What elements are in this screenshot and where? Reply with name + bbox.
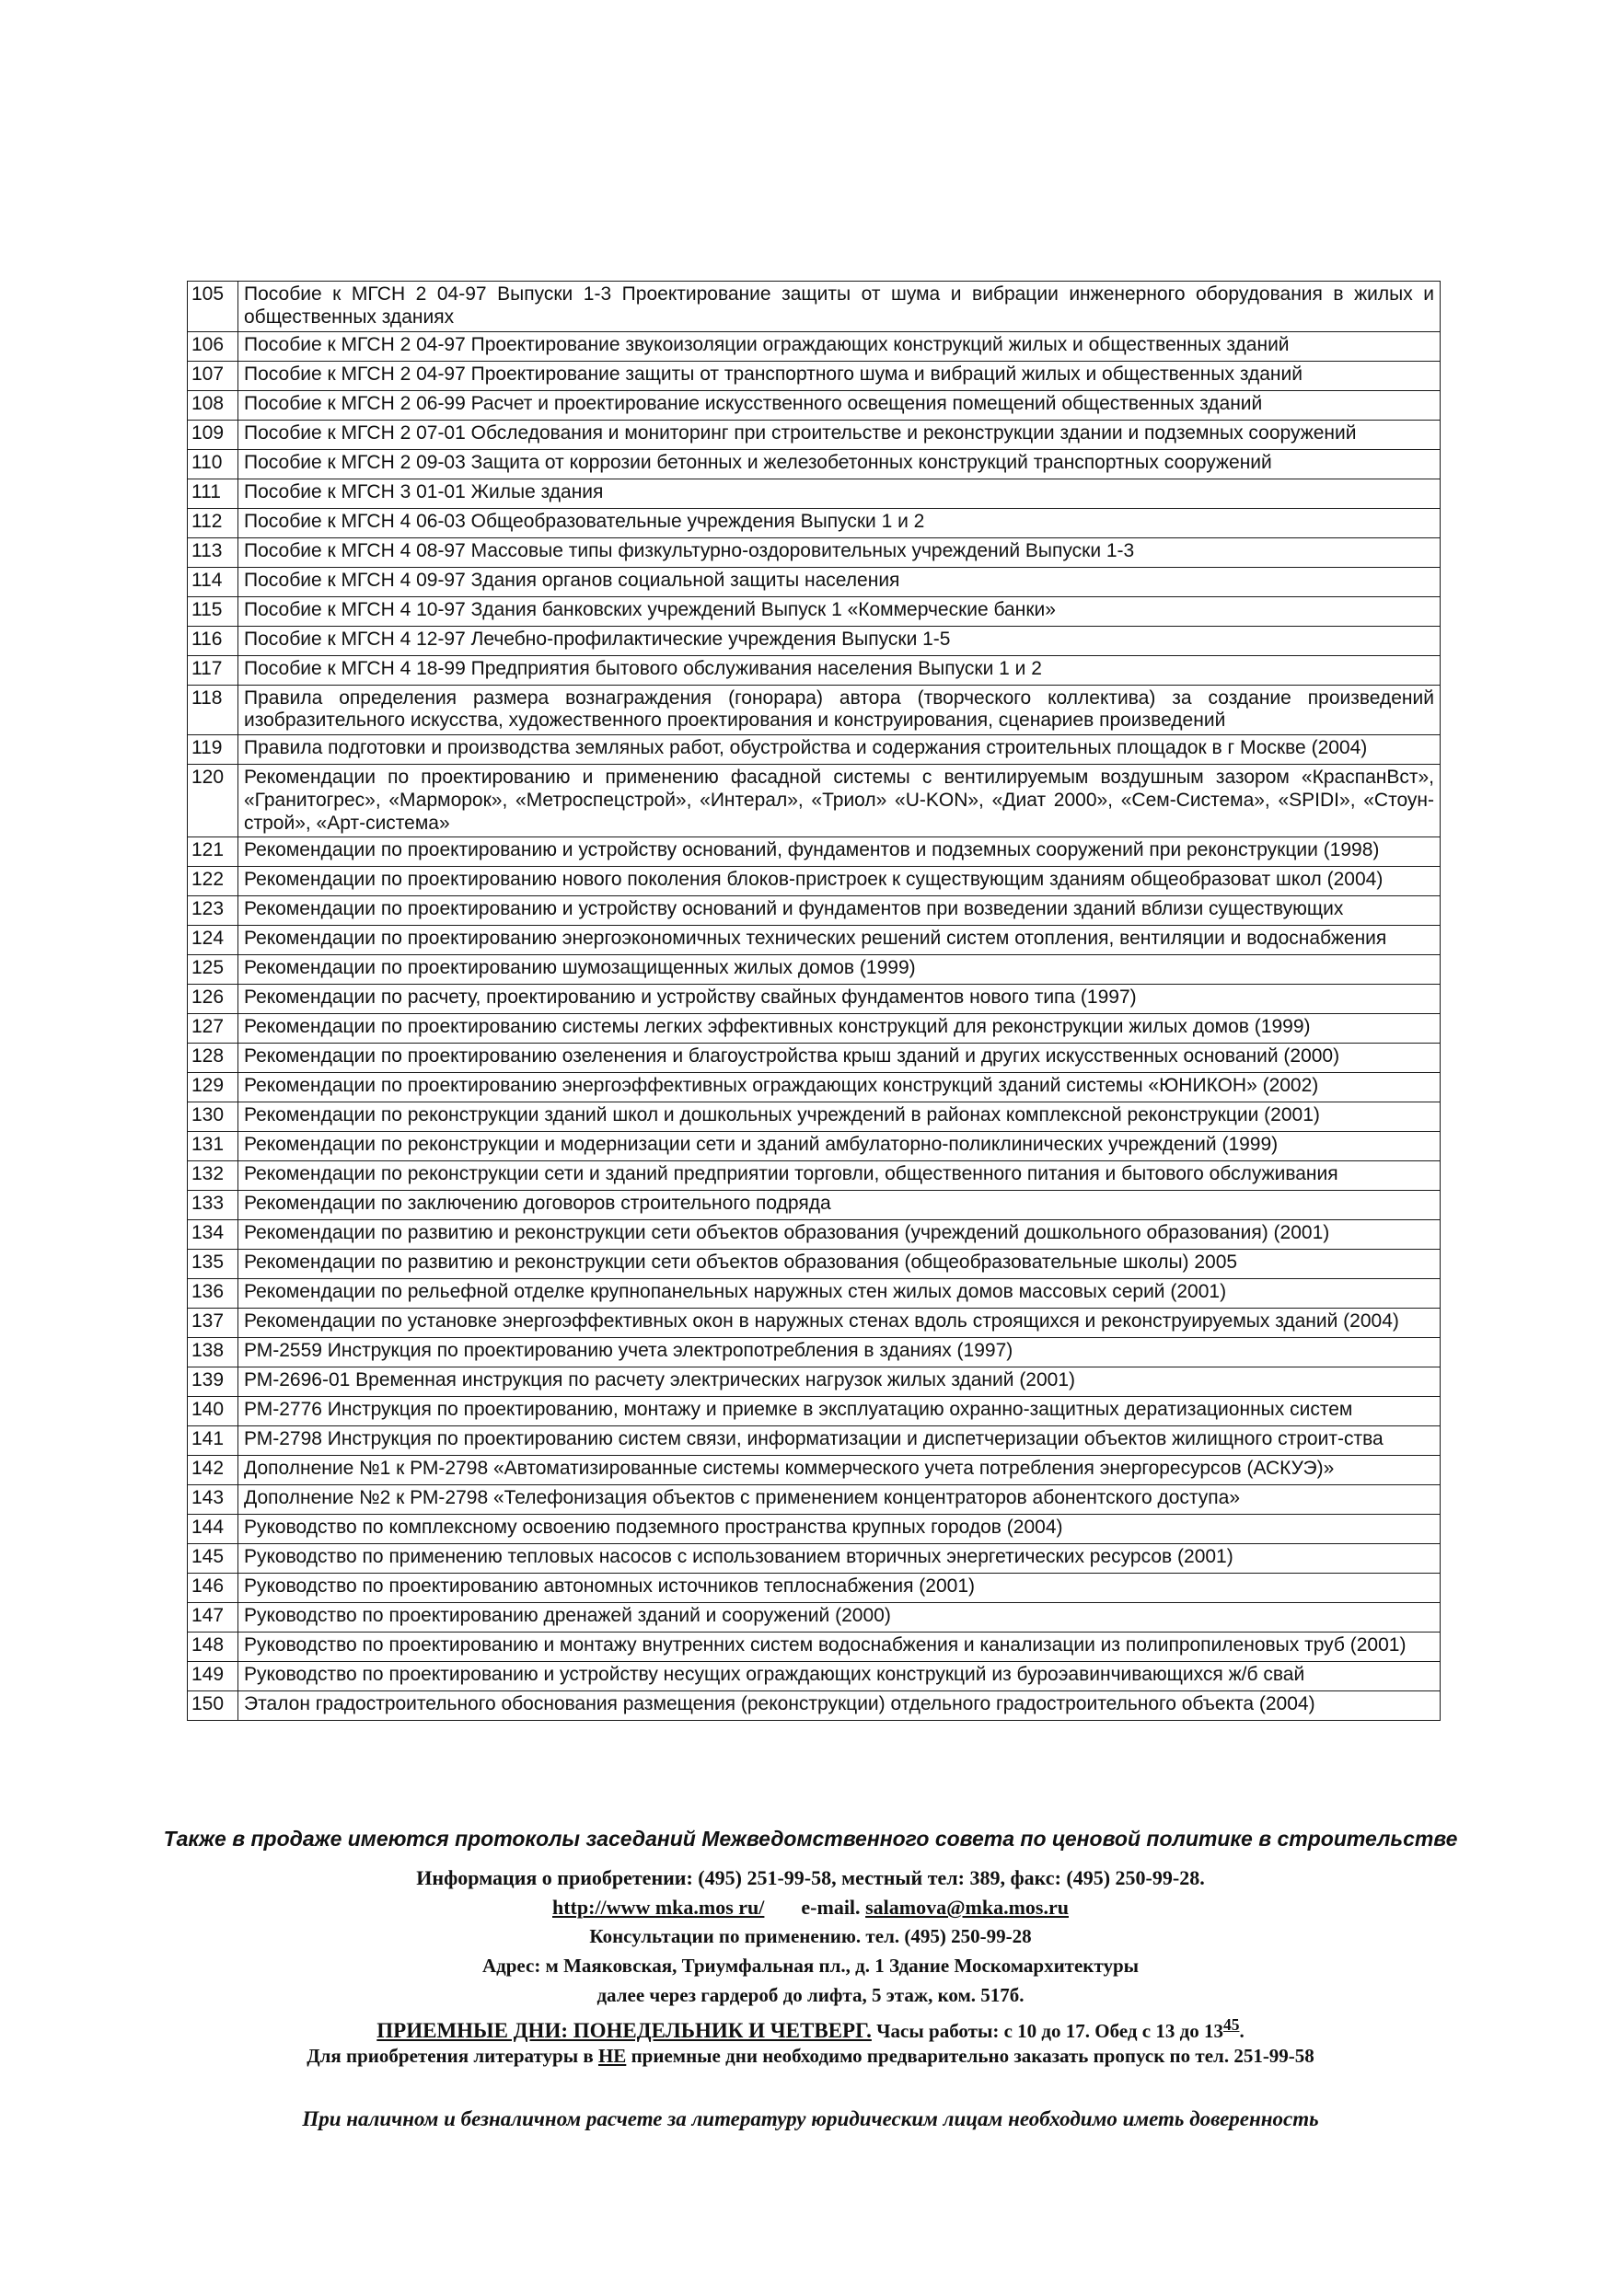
row-title: Рекомендации по проектированию и устройству оснований и фундаментов при возведении зданий вблизи существующих [238, 896, 1441, 926]
row-number: 141 [188, 1426, 238, 1456]
table-row [188, 1309, 1441, 1338]
table-row [188, 449, 1441, 479]
row-title: Эталон градостроительного обоснования размещения (реконструкции) отдельного градостроительного объекта (2004) [238, 1691, 1441, 1721]
catalog-body [188, 282, 1441, 1721]
row-title: Рекомендации по заключению договоров строительного подряда [238, 1191, 1441, 1220]
row-title: Пособие к МГСН 2 07-01 Обследования и мониторинг при строительстве и реконструкции здании и подземных сооружений [238, 420, 1441, 449]
row-number: 136 [188, 1279, 238, 1309]
row-number: 122 [188, 867, 238, 896]
purchase-info: Информация о приобретении: (495) 251-99-58, местный тел: 389, факс: (495) 250-99-28. [416, 1866, 1205, 1889]
hours-text: Часы работы: с 10 до 17. Обед с 13 до 13 [876, 2020, 1223, 2042]
power-of-attorney-note: При наличном и безналичном расчете за литературу юридическим лицам необходимо иметь доверенность [302, 2107, 1319, 2130]
row-number: 130 [188, 1102, 238, 1132]
row-title: Руководство по проектированию и устройству несущих ограждающих конструкций из буроэавинчивающихся ж/б свай [238, 1662, 1441, 1691]
catalog-table [187, 281, 1441, 1721]
row-title: Рекомендации по рельефной отделке крупнопанельных наружных стен жилых домов массовых серий (2001) [238, 1279, 1441, 1309]
row-number: 116 [188, 626, 238, 655]
row-number: 115 [188, 596, 238, 626]
row-title: Дополнение №1 к РМ-2798 «Автоматизированные системы коммерческого учета потребления энергоресурсов (АСКУЭ)» [238, 1456, 1441, 1485]
table-row [188, 1544, 1441, 1574]
table-row [188, 955, 1441, 985]
row-title: Рекомендации по установке энергоэффективных окон в наружных стенах вдоль строящихся и реконструируемых зданий (2004) [238, 1309, 1441, 1338]
table-row [188, 837, 1441, 867]
table-row [188, 867, 1441, 896]
row-number: 117 [188, 655, 238, 685]
row-number: 127 [188, 1014, 238, 1044]
row-number: 133 [188, 1191, 238, 1220]
row-number: 137 [188, 1309, 238, 1338]
pass-notice-end: приемные дни необходимо предварительно заказать пропуск по тел. 251-99-58 [631, 2045, 1314, 2067]
hours-superscript: 45 [1222, 2015, 1240, 2034]
row-title: Правила определения размера вознаграждения (гонорара) автора (творческого коллектива) за создание произведений изобразительного искусства, художественного проектирования и конструирования, сценариев произведений [238, 685, 1441, 735]
row-title: Рекомендации по проектированию энергоэффективных ограждающих конструкций зданий системы «ЮНИКОН» (2002) [238, 1073, 1441, 1102]
row-number: 112 [188, 508, 238, 537]
table-row [188, 1397, 1441, 1426]
row-title: Пособие к МГСН 3 01-01 Жилые здания [238, 479, 1441, 508]
row-title: Руководство по применению тепловых насосов с использованием вторичных энергетических ресурсов (2001) [238, 1544, 1441, 1574]
row-title: Рекомендации по проектированию и применению фасадной системы с вентилируемым воздушным зазором «КраспанВст», «Гранитогрес», «Марморок», «Метроспецстрой», «Интерал», «Триол» «U-KON», «Диат 2000», «Сем-Система», «SPIDI», «Стоун-строй», «Арт-система» [238, 765, 1441, 837]
table-row [188, 1132, 1441, 1161]
row-title: Дополнение №2 к РМ-2798 «Телефонизация объектов с применением концентраторов абонентского доступа» [238, 1485, 1441, 1515]
table-row [188, 1603, 1441, 1633]
row-title: Пособие к МГСН 2 04-97 Проектирование защиты от транспортного шума и вибраций жилых и общественных зданий [238, 361, 1441, 390]
table-row [188, 1574, 1441, 1603]
row-number: 120 [188, 765, 238, 837]
table-row [188, 896, 1441, 926]
row-number: 147 [188, 1603, 238, 1633]
table-row [188, 1515, 1441, 1544]
row-title: Пособие к МГСН 2 09-03 Защита от коррозии бетонных и железобетонных конструкций транспортных сооружений [238, 449, 1441, 479]
working-hours: ПРИЕМНЫЕ ДНИ: ПОНЕДЕЛЬНИК И ЧЕТВЕРГ. Часы работы: с 10 до 17. Обед с 13 до $13^{45}$. [376, 2015, 1245, 2042]
row-title: Рекомендации по проектированию и устройству оснований, фундаментов и подземных сооружений при реконструкции (1998) [238, 837, 1441, 867]
row-number: 138 [188, 1338, 238, 1367]
row-number: 123 [188, 896, 238, 926]
table-row [188, 331, 1441, 361]
table-row [188, 685, 1441, 735]
row-number: 111 [188, 479, 238, 508]
table-row [188, 1633, 1441, 1662]
row-number: 132 [188, 1161, 238, 1191]
row-number: 126 [188, 985, 238, 1014]
row-number: 131 [188, 1132, 238, 1161]
table-row [188, 735, 1441, 765]
row-number: 105 [188, 282, 238, 332]
row-number: 140 [188, 1397, 238, 1426]
pass-notice [0, 2045, 1621, 2068]
website-link[interactable]: http://www mka.mos ru/ [552, 1896, 765, 1919]
table-row [188, 1250, 1441, 1279]
row-title: Руководство по проектированию и монтажу внутренних систем водоснабжения и канализации из полипропиленовых труб (2001) [238, 1633, 1441, 1662]
table-row [188, 537, 1441, 567]
pass-notice-start: Для приобретения литературы в [307, 2045, 594, 2067]
table-row [188, 1073, 1441, 1102]
row-number: 144 [188, 1515, 238, 1544]
web-contacts [0, 1896, 1621, 1920]
table-row [188, 390, 1441, 420]
table-row [188, 567, 1441, 596]
reception-days: ПРИЕМНЫЕ ДНИ: ПОНЕДЕЛЬНИК И ЧЕТВЕРГ. [376, 2019, 872, 2042]
table-row [188, 1485, 1441, 1515]
room-directions: далее через гардероб до лифта, 5 этаж, ком. 517б. [596, 1984, 1025, 2006]
row-number: 119 [188, 735, 238, 765]
row-number: 148 [188, 1633, 238, 1662]
row-number: 145 [188, 1544, 238, 1574]
row-title: Рекомендации по расчету, проектированию и устройству свайных фундаментов нового типа (1997) [238, 985, 1441, 1014]
row-title: РМ-2696-01 Временная инструкция по расчету электрических нагрузок жилых зданий (2001) [238, 1367, 1441, 1397]
table-row [188, 1220, 1441, 1250]
row-title: Пособие к МГСН 4 09-97 Здания органов социальной защиты населения [238, 567, 1441, 596]
row-number: 135 [188, 1250, 238, 1279]
row-title: Рекомендации по реконструкции и модернизации сети и зданий амбулаторно-поликлинических учреждений (1999) [238, 1132, 1441, 1161]
row-number: 113 [188, 537, 238, 567]
table-row [188, 765, 1441, 837]
row-title: Рекомендации по реконструкции зданий школ и дошкольных учреждений в районах комплексной реконструкции (2001) [238, 1102, 1441, 1132]
row-number: 128 [188, 1044, 238, 1073]
row-number: 121 [188, 837, 238, 867]
table-row [188, 282, 1441, 332]
row-title: Рекомендации по проектированию нового поколения блоков-пристроек к существующим зданиям общеобразоват школ (2004) [238, 867, 1441, 896]
row-title: Руководство по проектированию автономных источников теплоснабжения (2001) [238, 1574, 1441, 1603]
table-row [188, 926, 1441, 955]
table-row [188, 655, 1441, 685]
row-number: 108 [188, 390, 238, 420]
pass-notice-ne: НЕ [597, 2045, 627, 2067]
table-row [188, 596, 1441, 626]
row-title: РМ-2559 Инструкция по проектированию учета электропотребления в зданиях (1997) [238, 1338, 1441, 1367]
table-row [188, 1014, 1441, 1044]
table-row [188, 1456, 1441, 1485]
row-title: Правила подготовки и производства земляных работ, обустройства и содержания строительных площадок в г Москве (2004) [238, 735, 1441, 765]
table-row [188, 1338, 1441, 1367]
row-number: 107 [188, 361, 238, 390]
row-number: 142 [188, 1456, 238, 1485]
row-number: 124 [188, 926, 238, 955]
row-title: Руководство по комплексному освоению подземного пространства крупных городов (2004) [238, 1515, 1441, 1544]
row-title: Рекомендации по реконструкции сети и зданий предприятии торговли, общественного питания и бытового обслуживания [238, 1161, 1441, 1191]
table-row [188, 1191, 1441, 1220]
table-row [188, 479, 1441, 508]
table-row [188, 420, 1441, 449]
table-row [188, 361, 1441, 390]
row-title: Пособие к МГСН 2 04-97 Выпуски 1-3 Проектирование защиты от шума и вибрации инженерного оборудования в жилых и общественных зданиях [238, 282, 1441, 332]
row-number: 150 [188, 1691, 238, 1721]
table-row [188, 1279, 1441, 1309]
row-number: 118 [188, 685, 238, 735]
row-title: РМ-2776 Инструкция по проектированию, монтажу и приемке в эксплуатацию охранно-защитных дератизационных систем [238, 1397, 1441, 1426]
email-label: e-mail. [801, 1896, 861, 1919]
table-row [188, 626, 1441, 655]
row-title: Пособие к МГСН 4 18-99 Предприятия бытового обслуживания населения Выпуски 1 и 2 [238, 655, 1441, 685]
row-number: 146 [188, 1574, 238, 1603]
row-number: 129 [188, 1073, 238, 1102]
row-title: Рекомендации по развитию и реконструкции сети объектов образования (общеобразовательные школы) 2005 [238, 1250, 1441, 1279]
row-title: Пособие к МГСН 4 06-03 Общеобразовательные учреждения Выпуски 1 и 2 [238, 508, 1441, 537]
row-title: Рекомендации по проектированию шумозащищенных жилых домов (1999) [238, 955, 1441, 985]
row-number: 143 [188, 1485, 238, 1515]
row-title: Пособие к МГСН 4 12-97 Лечебно-профилактические учреждения Выпуски 1-5 [238, 626, 1441, 655]
row-title: Рекомендации по проектированию системы легких эффективных конструкций для реконструкции жилых домов (1999) [238, 1014, 1441, 1044]
row-title: РМ-2798 Инструкция по проектированию систем связи, информатизации и диспетчеризации объектов жилищного строит-ства [238, 1426, 1441, 1456]
row-title: Пособие к МГСН 2 06-99 Расчет и проектирование искусственного освещения помещений общественных зданий [238, 390, 1441, 420]
row-title: Рекомендации по проектированию озеленения и благоустройства крыш зданий и других искусственных оснований (2000) [238, 1044, 1441, 1073]
row-title: Рекомендации по проектированию энергоэкономичных технических решений систем отопления, вентиляции и водоснабжения [238, 926, 1441, 955]
row-title: Пособие к МГСН 4 08-97 Массовые типы физкультурно-оздоровительных учреждений Выпуски 1-3 [238, 537, 1441, 567]
table-row [188, 1426, 1441, 1456]
row-title: Рекомендации по развитию и реконструкции сети объектов образования (учреждений дошкольного образования) (2001) [238, 1220, 1441, 1250]
row-number: 106 [188, 331, 238, 361]
table-row [188, 508, 1441, 537]
table-row [188, 1662, 1441, 1691]
email-link[interactable]: salamova@mka.mos.ru [865, 1896, 1069, 1919]
row-number: 125 [188, 955, 238, 985]
row-title: Пособие к МГСН 4 10-97 Здания банковских учреждений Выпуск 1 «Коммерческие банки» [238, 596, 1441, 626]
row-number: 149 [188, 1662, 238, 1691]
table-row [188, 1102, 1441, 1132]
row-title: Руководство по проектированию дренажей зданий и сооружений (2000) [238, 1603, 1441, 1633]
row-title: Пособие к МГСН 2 04-97 Проектирование звукоизоляции ограждающих конструкций жилых и общественных зданий [238, 331, 1441, 361]
address: Адрес: м Маяковская, Триумфальная пл., д. 1 Здание Москомархитектуры [481, 1955, 1140, 1977]
table-row [188, 985, 1441, 1014]
table-row [188, 1367, 1441, 1397]
also-on-sale-note: Также в продаже имеются протоколы заседаний Межведомственного совета по ценовой политике в строительстве [163, 1827, 1458, 1851]
row-number: 109 [188, 420, 238, 449]
table-row [188, 1161, 1441, 1191]
table-row [188, 1691, 1441, 1721]
row-number: 114 [188, 567, 238, 596]
row-number: 134 [188, 1220, 238, 1250]
row-number: 139 [188, 1367, 238, 1397]
row-number: 110 [188, 449, 238, 479]
consultation-info: Консультации по применению. тел. (495) 250-99-28 [589, 1925, 1032, 1947]
table-row [188, 1044, 1441, 1073]
